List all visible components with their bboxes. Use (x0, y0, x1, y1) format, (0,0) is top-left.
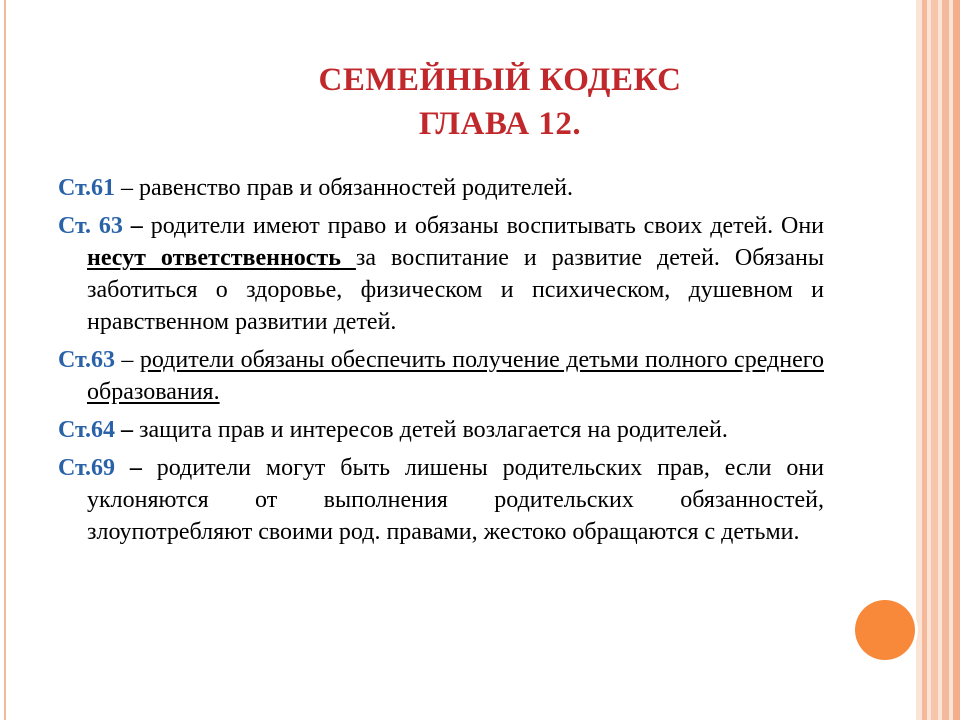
title-line-2: ГЛАВА 12. (418, 106, 582, 142)
article-ref: Ст.69 (58, 455, 115, 481)
right-decorative-stripes (916, 0, 960, 720)
article-63-education (58, 344, 824, 408)
article-ref: Ст.61 (58, 175, 115, 201)
article-text: защита прав и интересов детей возлагается на родителей. (139, 417, 728, 443)
article-dash: – (115, 347, 140, 373)
article-text-continued: за воспитание и развитие детей. Обязаны заботиться о здоровье, физическом и психическом, душевном и нравственном развитии детей. (87, 245, 824, 335)
article-underlined-text: родители обязаны обеспечить получение детьми полного среднего образования. (87, 347, 824, 405)
left-decorative-border (0, 0, 14, 720)
article-ref: Ст. 63 (58, 213, 123, 239)
article-text: равенство прав и обязанностей родителей. (139, 175, 574, 201)
article-dash: – (115, 455, 157, 481)
article-ref: Ст.64 (58, 417, 115, 443)
orange-circle-decoration (855, 600, 915, 660)
article-69 (58, 452, 824, 548)
article-ref: Ст.63 (58, 347, 115, 373)
article-text: родители могут быть лишены родительских прав, если они уклоняются от выполнения родительских обязанностей, злоупотребляют своими род. правами, жестоко обращаются с детьми. (87, 455, 825, 545)
article-text: родители имеют право и обязаны воспитывать своих детей. Они (150, 213, 825, 239)
article-63-upbringing (58, 210, 824, 338)
article-dash: – (115, 417, 139, 443)
slide-title (230, 58, 770, 146)
article-dash: – (122, 213, 151, 239)
article-64 (58, 414, 824, 446)
articles-list (58, 172, 824, 554)
title-line-1: СЕМЕЙНЫЙ КОДЕКС (318, 62, 682, 98)
article-dash: – (115, 175, 139, 201)
article-emphasis: несут ответственность (87, 245, 356, 271)
article-61 (58, 172, 824, 204)
